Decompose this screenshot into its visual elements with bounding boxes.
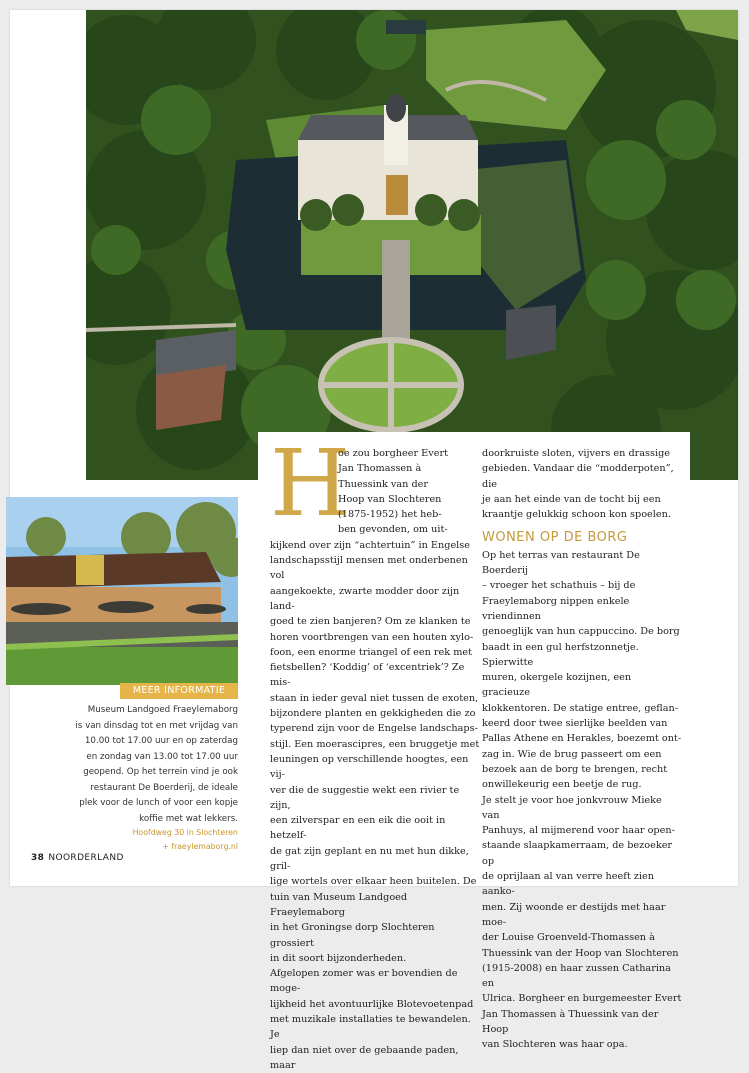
info-line: en zondag van 13.00 tot 17.00 uur xyxy=(86,751,238,762)
article-line: men. Zij woonde er destijds met haar moe- xyxy=(482,901,666,928)
article-line: Afgelopen zomer was er bovendien de moge- xyxy=(270,968,458,995)
magazine-name: NOORDERLAND xyxy=(48,853,124,863)
article-column-2 xyxy=(482,446,682,1053)
article-line: staan in ieder geval niet tussen de exoten, xyxy=(270,692,479,704)
article-line: horen voortbrengen van een houten xylo- xyxy=(270,631,474,643)
drop-cap: H xyxy=(270,430,351,537)
article-line: klokkentoren. De statige entree, geflan- xyxy=(482,702,679,714)
article-line: de oprijlaan al van verre heeft zien aanko- xyxy=(482,871,654,898)
article-line: lige wortels over elkaar heen buitelen. De xyxy=(270,876,477,888)
article-line: fietsbellen? ‘Koddig’ of ‘excentriek’? Ze mis- xyxy=(270,662,465,689)
article-line: Hoop van Slochteren xyxy=(338,493,442,505)
article-line: kraantje gelukkig schoon kon spoelen. xyxy=(482,509,671,521)
info-line: geopend. Op het terrein vind je ook xyxy=(83,767,238,777)
article-line: stijl. Een moerascipres, een bruggetje met xyxy=(270,738,480,750)
info-line: 10.00 tot 17.00 uur en op zaterdag xyxy=(84,736,238,746)
article-line: typerend zijn voor de Engelse landschaps- xyxy=(270,723,478,735)
article-line: leuningen op verschillende hoogtes, een vij- xyxy=(270,753,469,781)
website-link[interactable]: + fraeylemaborg.nl xyxy=(162,842,238,851)
article-line: Ulrica. Borgheer en burgemeester Evert xyxy=(482,993,682,1005)
info-line: Museum Landgoed Fraeylemaborg xyxy=(87,705,238,715)
article-line: Thuessink van der xyxy=(338,478,429,490)
article-line: (1915-2008) en haar zussen Catharina en xyxy=(482,962,671,990)
page-footer xyxy=(31,853,124,863)
article-line: de gat zijn geplant en nu met hun dikke, gril- xyxy=(270,845,469,873)
article-line: met muzikale installaties te bewandelen. Je xyxy=(270,1013,471,1041)
article-line: goed te zien banjeren? Om ze klanken te xyxy=(270,616,471,628)
article-line: je aan het einde van de tocht bij een xyxy=(482,493,661,505)
article-line: Pallas Athene en Herakles, boezemt ont- xyxy=(482,733,682,745)
article-line: tuin van Museum Landgoed Fraeylemaborg xyxy=(270,891,408,918)
article-line: van Slochteren was haar opa. xyxy=(482,1039,628,1051)
article-line: Panhuys, al mijmerend voor haar open- xyxy=(482,825,675,837)
article-line: zag in. Wie de brug passeert om een xyxy=(482,748,662,760)
article-line: bezoek aan de borg te brengen, recht xyxy=(482,763,668,775)
article-line: ben gevonden, om uit- xyxy=(338,524,448,536)
article-line: Op het terras van restaurant De Boerderij xyxy=(482,549,640,577)
article-line: der Louise Groenveld-Thomassen à xyxy=(482,932,655,944)
article-line: lijkheid het avontuurlijke Blotevoetenpad xyxy=(270,998,474,1010)
article-line: doorkruiste sloten, vijvers en drassige xyxy=(482,448,671,459)
article-line: keerd door twee sierlijke beelden van xyxy=(482,718,668,730)
article-line: Jan Thomassen à Thuessink van der Hoop xyxy=(482,1008,659,1035)
article-line: – vroeger het schathuis – bij de xyxy=(482,580,636,592)
article-line: in dit soort bijzonderheden. xyxy=(270,952,407,964)
aerial-castle-photo xyxy=(86,10,738,480)
article-line: landschapsstijl mensen met onderbenen vol xyxy=(270,555,468,582)
article-line: een zilverspar en een eik die ooit in hetzelf- xyxy=(270,815,446,842)
address-link[interactable]: Hoofdweg 30 in Slochteren xyxy=(132,828,238,837)
article-line: in het Groningse dorp Slochteren grossiert xyxy=(270,922,435,949)
article-line: bijzondere planten en gekkigheden die zo xyxy=(270,708,476,720)
restaurant-terrace-photo xyxy=(6,497,238,685)
article-line: gebieden. Vandaar die “modderpoten”, die xyxy=(482,463,674,490)
info-line: koffie met wat lekkers. xyxy=(139,813,238,824)
article-line: muren, okergele kozijnen, een gracieuze xyxy=(482,672,632,699)
info-line: plek voor de lunch of voor een kopje xyxy=(79,798,238,808)
article-line: baadt in een gul herfstzonnetje. Spierwitte xyxy=(482,641,639,668)
article-line: Jan Thomassen à xyxy=(338,463,422,475)
article-line: (1875-1952) het heb- xyxy=(338,509,442,521)
article-line: Je stelt je voor hoe jonkvrouw Mieke van xyxy=(482,794,662,821)
article-line: aangekoekte, zwarte modder door zijn land- xyxy=(270,585,460,612)
article-line: liep dan niet over de gebaande paden, maar xyxy=(270,1044,459,1071)
article-line: oe zou borgheer Evert xyxy=(338,448,448,459)
info-text xyxy=(60,703,238,827)
article-line: Thuessink van der Hoop van Slochteren xyxy=(482,947,679,959)
page-number: 38 xyxy=(31,853,45,863)
info-line: is van dinsdag tot en met vrijdag van xyxy=(75,720,238,731)
article-text-box xyxy=(258,430,690,1071)
info-line: restaurant De Boerderij, de ideale xyxy=(90,782,238,793)
article-line: genoeglijk van hun cappuccino. De borg xyxy=(482,626,680,638)
article-line: Fraeylemaborg nippen enkele vriendinnen xyxy=(482,595,630,622)
info-heading: MEER INFORMATIE xyxy=(120,683,238,699)
article-line: kijkend over zijn “achtertuin” in Engelse xyxy=(270,539,470,551)
article-line: onwillekeurig een beetje de rug. xyxy=(482,779,642,791)
article-line: foon, een enorme triangel of een rek met xyxy=(270,646,473,658)
section-title: WONEN OP DE BORG xyxy=(482,530,628,546)
article-line: staande slaapkamerraam, de bezoeker op xyxy=(482,840,673,867)
article-line: ver die de suggestie wekt een rivier te zijn, xyxy=(270,784,460,811)
article-column-1 xyxy=(270,446,480,1073)
